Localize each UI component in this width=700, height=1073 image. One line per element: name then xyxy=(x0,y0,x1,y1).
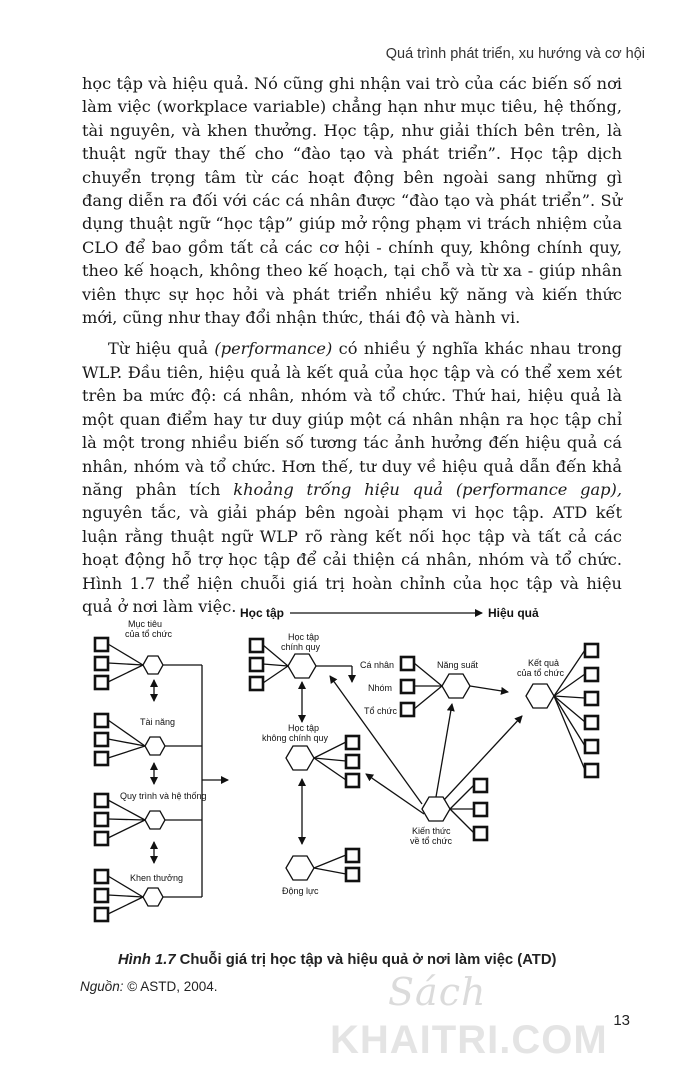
source-label: Nguồn: xyxy=(80,979,124,994)
goals-node-group xyxy=(95,638,163,689)
org-knowledge-label-2: về tổ chức xyxy=(410,836,453,846)
goals-label-2: của tổ chức xyxy=(125,629,173,639)
figure-source xyxy=(80,979,218,994)
p2-part-e: nguyên tắc, và giải pháp bên ngoài phạm vi học tập. ATD kết luận rằng thuật ngữ WLP rõ ràng kết nối học tập và tất cả các hoạt động hỗ trợ học tập để cải thiện cá nhân, nhóm và tổ chức. Hình 1.7 thể hiện chuỗi giá trị hoàn chỉnh của học tập và hiệu quả ở nơi làm việc. xyxy=(82,503,622,616)
paragraph-1: học tập và hiệu quả. Nó cũng ghi nhận vai trò của các biến số nơi làm việc (workplace variable) chẳng hạn như mục tiêu, hệ thống, tài nguyên, và khen thưởng. Học tập, như giải thích bên trên, là thuật ngữ thay thế cho “đào tạo và phát triển”. Học tập dịch chuyển trọng tâm từ các hoạt động bên ngoài sang những gì đang diễn ra đối với các cá nhân được “đào tạo và phát triển”. Sử dụng thuật ngữ “học tập” giúp mở rộng phạm vi trách nhiệm của CLO để bao gồm tất cả các cơ hội - chính quy, không chính quy, theo kế hoạch, không theo kế hoạch, tại chỗ và từ xa - giúp nhân viên thực sự học hỏi và phát triển nhiều kỹ năng và kiến thức mới, cũng như thay đổi nhận thức, thái độ và hành vi. xyxy=(82,74,622,328)
rewards-label: Khen thưởng xyxy=(130,873,183,883)
productivity-label: Năng suất xyxy=(437,660,479,670)
figure-caption xyxy=(118,952,556,968)
motivation-node-group xyxy=(286,849,359,881)
watermark-script: Sách xyxy=(388,970,487,1014)
informal-learning-label-2: không chính quy xyxy=(262,733,329,743)
source-text: © ASTD, 2004. xyxy=(123,979,218,994)
motivation-label: Động lực xyxy=(282,886,319,896)
figure-label: Hình 1.7 xyxy=(118,952,176,968)
body-text xyxy=(82,72,622,618)
talent-label: Tài năng xyxy=(140,717,176,727)
formal-learning-label: Học tập xyxy=(288,632,320,642)
process-node-group xyxy=(95,794,165,845)
value-chain-diagram xyxy=(90,604,620,944)
figure-caption-text: Chuỗi giá trị học tập và hiệu quả ở nơi làm việc (ATD) xyxy=(175,952,557,968)
process-label: Quy trình và hệ thống xyxy=(120,791,207,801)
informal-learning-node-group xyxy=(286,736,359,787)
axis-performance-label: Hiệu quả xyxy=(488,606,539,620)
org-results-label: Kết quả xyxy=(528,658,560,668)
p2-term-performance: (performance) xyxy=(214,339,333,359)
p2-part-a: Từ hiệu quả xyxy=(108,339,215,359)
org-results-label-2: của tổ chức xyxy=(517,668,565,678)
organization-label: Tổ chức xyxy=(364,706,398,716)
p2-part-c: có nhiều ý nghĩa khác nhau trong WLP. Đầu tiên, hiệu quả là kết quả của học tập và có thể xem xét trên ba mức độ: cá nhân, nhóm và tổ chức. Thứ hai, hiệu quả là một quan điểm hay tư duy giúp một cá nhân nhận ra học tập chỉ là một trong nhiều biến số tương tác ảnh hưởng đến hiệu quả cá nhân, nhóm và tổ chức. Hơn thế, tư duy về hiệu quả dẫn đến khả năng phân tích xyxy=(82,339,622,499)
group-label: Nhóm xyxy=(368,683,393,693)
p2-term-performance-gap: khoảng trống hiệu quả (performance gap), xyxy=(233,479,622,499)
page-number: 13 xyxy=(613,1012,630,1029)
formal-learning-label-2: chính quy xyxy=(281,642,321,652)
informal-learning-label: Học tập xyxy=(288,723,320,733)
goals-label: Mục tiêu xyxy=(128,619,163,629)
individual-label: Cá nhân xyxy=(360,660,395,670)
axis-learning-label: Học tập xyxy=(240,606,285,620)
paragraph-2 xyxy=(82,337,622,618)
watermark-logo: KHAITRI.COM xyxy=(330,1018,608,1062)
org-knowledge-label: Kiến thức xyxy=(412,826,451,836)
running-header: Quá trình phát triển, xu hướng và cơ hội xyxy=(385,46,645,62)
